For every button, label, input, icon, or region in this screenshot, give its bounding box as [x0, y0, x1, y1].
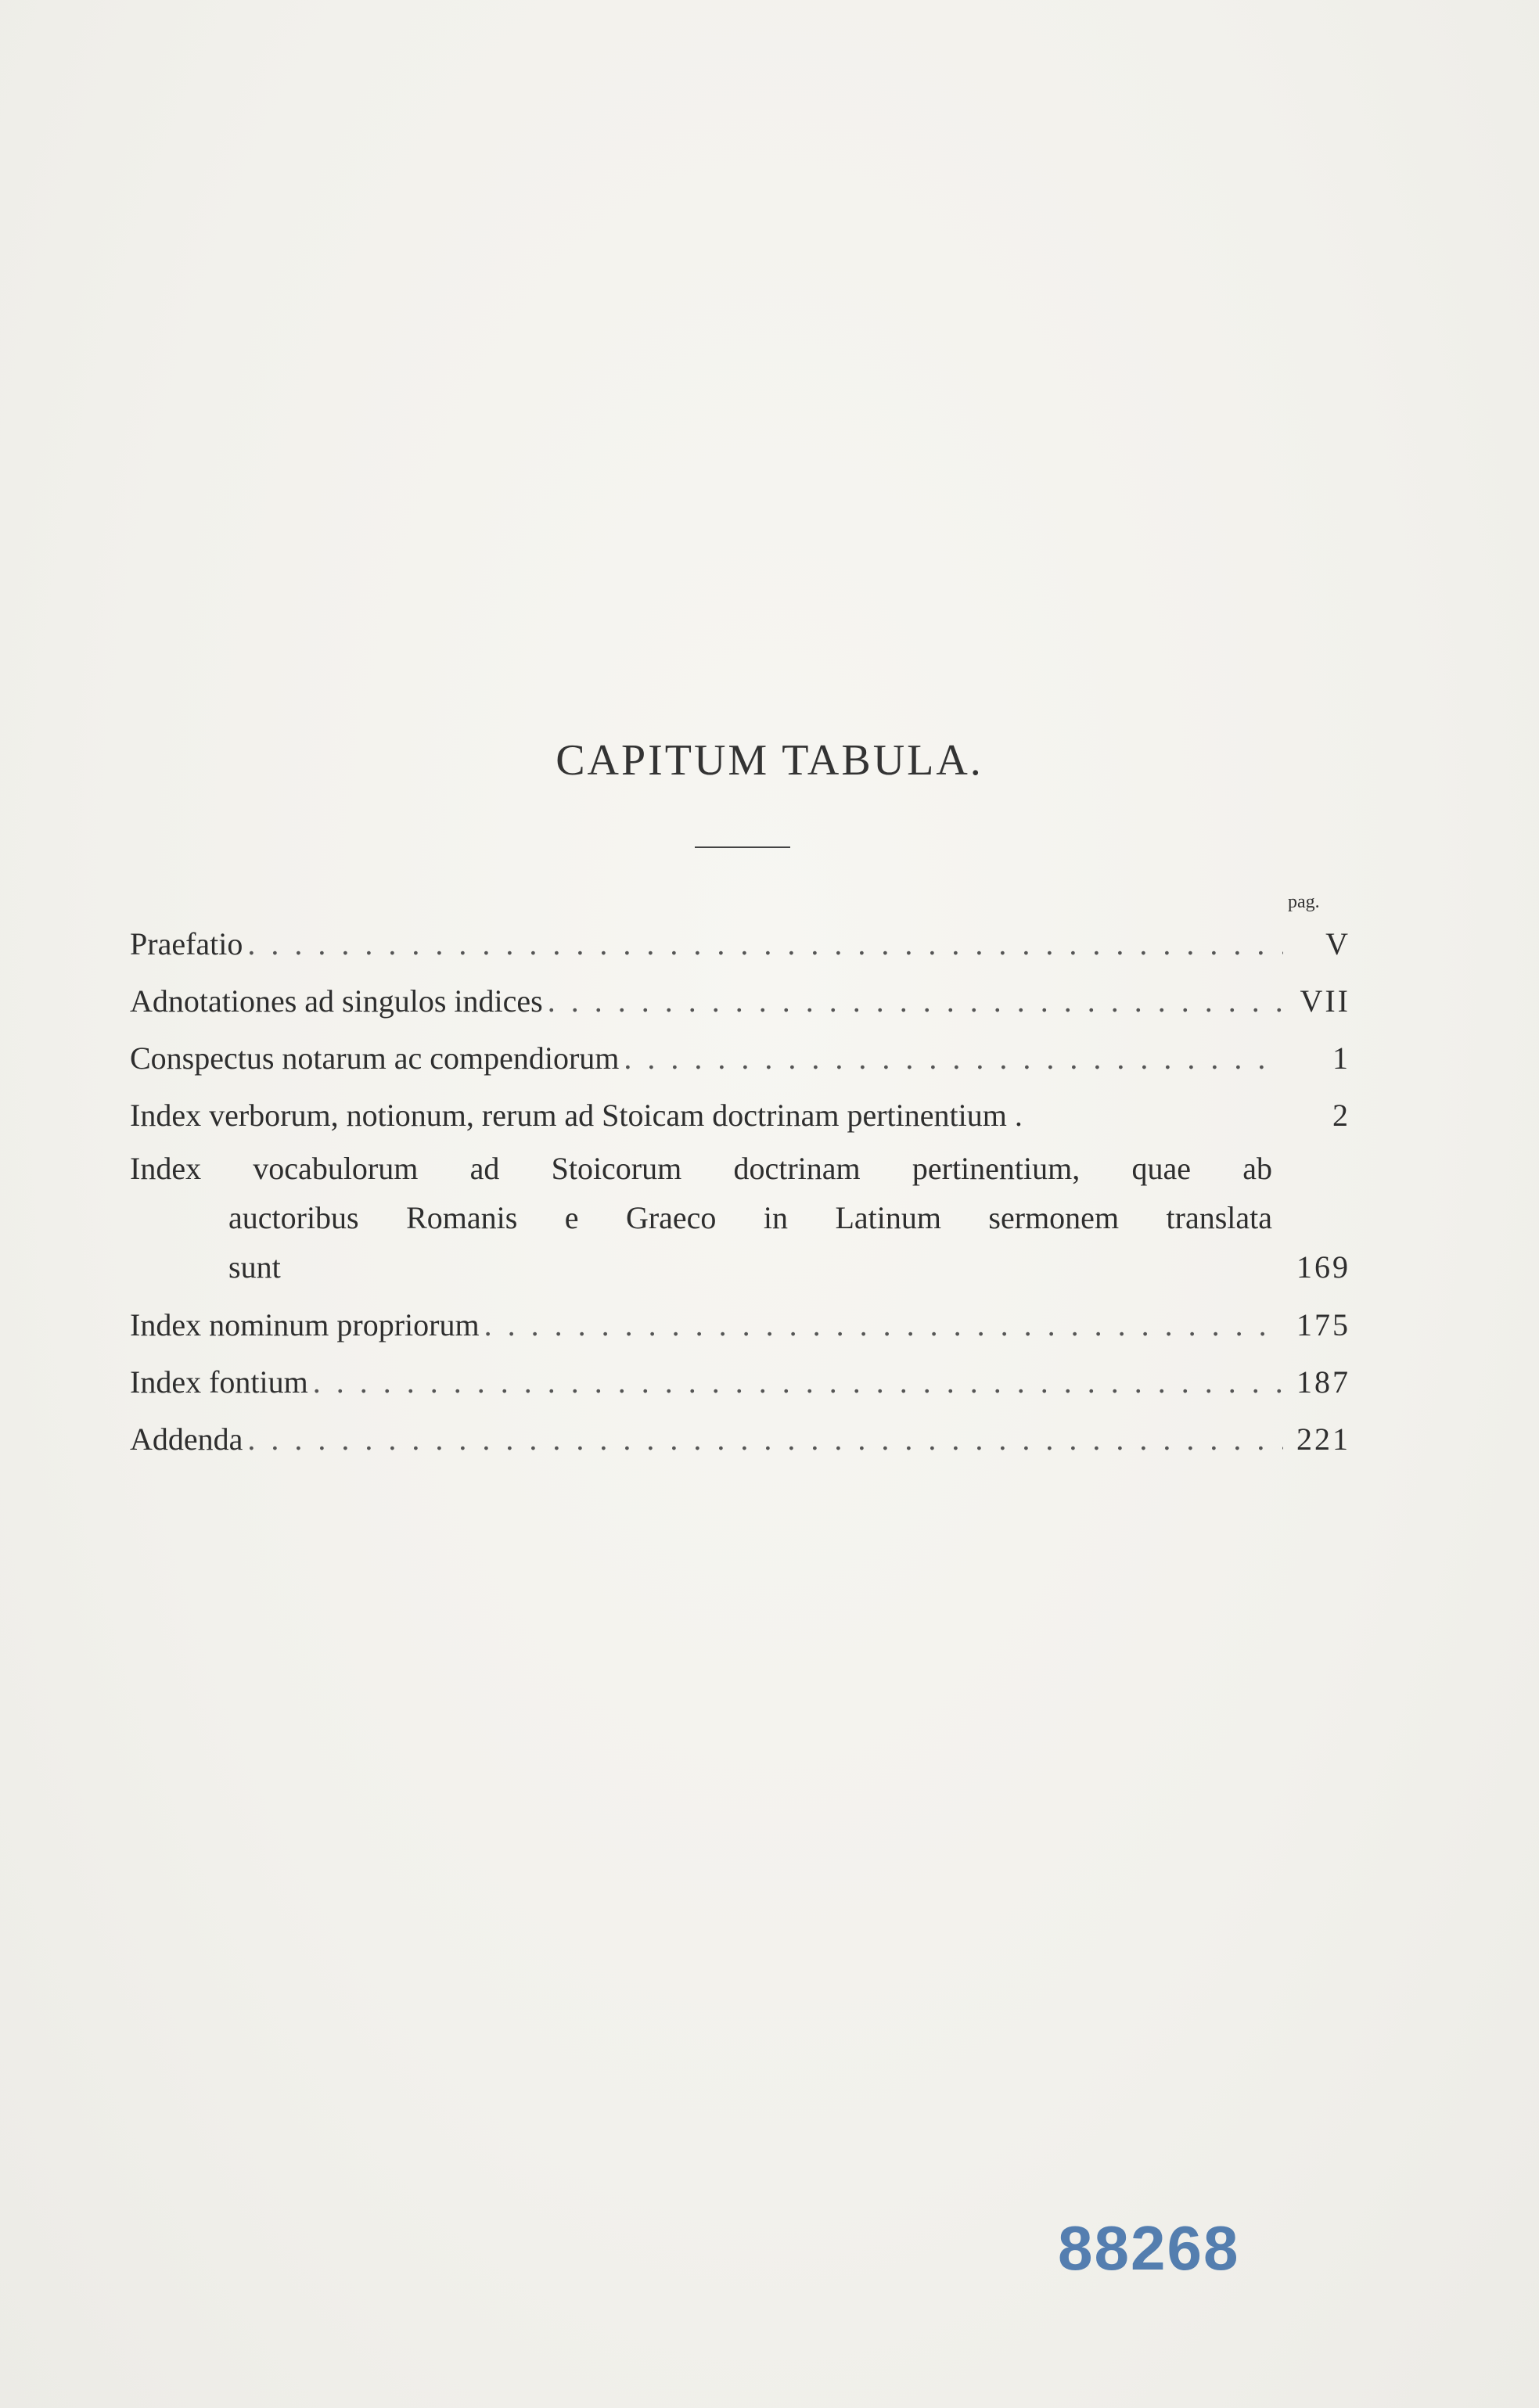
page-title: CAPITUM TABULA. [556, 736, 983, 785]
toc-entry-page: 2 [1332, 1098, 1350, 1133]
toc-entry-praefatio[interactable] [130, 915, 1350, 972]
toc-entry-label: Conspectus notarum ac compendiorum [130, 1040, 620, 1076]
leader-dots [247, 1411, 1283, 1468]
toc-entry-label: Index verborum, notionum, rerum ad Stoicam doctrinam pertinentium . [130, 1098, 1023, 1133]
toc-entry-page: V [1325, 926, 1350, 961]
toc-entry-page: 1 [1332, 1040, 1350, 1076]
page-column-label: pag. [1288, 892, 1320, 912]
toc-entry-label: Index fontium [130, 1364, 308, 1400]
toc-entry-addenda[interactable] [130, 1411, 1350, 1468]
table-of-contents [130, 915, 1350, 1468]
leader-dots [548, 972, 1283, 1030]
title-divider [695, 846, 790, 848]
toc-entry-page: 187 [1296, 1364, 1350, 1400]
toc-entry-page: 221 [1296, 1421, 1350, 1457]
leader-dots [313, 1353, 1283, 1411]
toc-entry-label: Index nominum propriorum [130, 1307, 480, 1342]
library-stamp-number: 88268 [1058, 2213, 1240, 2283]
toc-entry-index-verborum[interactable] [130, 1087, 1350, 1144]
toc-entry-page: 169 [1296, 1249, 1350, 1285]
toc-entry-label-line2: auctoribus Romanis e Graeco in Latinum sermonem translata [228, 1200, 1272, 1235]
toc-entry-index-fontium[interactable] [130, 1353, 1350, 1411]
toc-entry-index-vocabulorum[interactable] [130, 1144, 1350, 1292]
toc-entry-page: VII [1300, 983, 1350, 1019]
toc-entry-label: Adnotationes ad singulos indices [130, 983, 543, 1019]
toc-entry-last-line [130, 1242, 1350, 1292]
toc-entry-page: 175 [1296, 1307, 1350, 1342]
toc-entry-conspectus[interactable] [130, 1030, 1350, 1087]
toc-entry-label: Addenda [130, 1421, 243, 1457]
toc-entry-label-line3: sunt [228, 1249, 281, 1285]
toc-entry-label: Praefatio [130, 926, 243, 961]
leader-dots [484, 1296, 1283, 1353]
toc-entry-index-nominum[interactable] [130, 1296, 1350, 1353]
toc-entry-label-line1: Index vocabulorum ad Stoicorum doctrinam pertinentium, quae ab [130, 1151, 1272, 1186]
leader-dots [247, 915, 1283, 972]
leader-dots [624, 1030, 1283, 1087]
toc-entry-adnotationes[interactable] [130, 972, 1350, 1030]
